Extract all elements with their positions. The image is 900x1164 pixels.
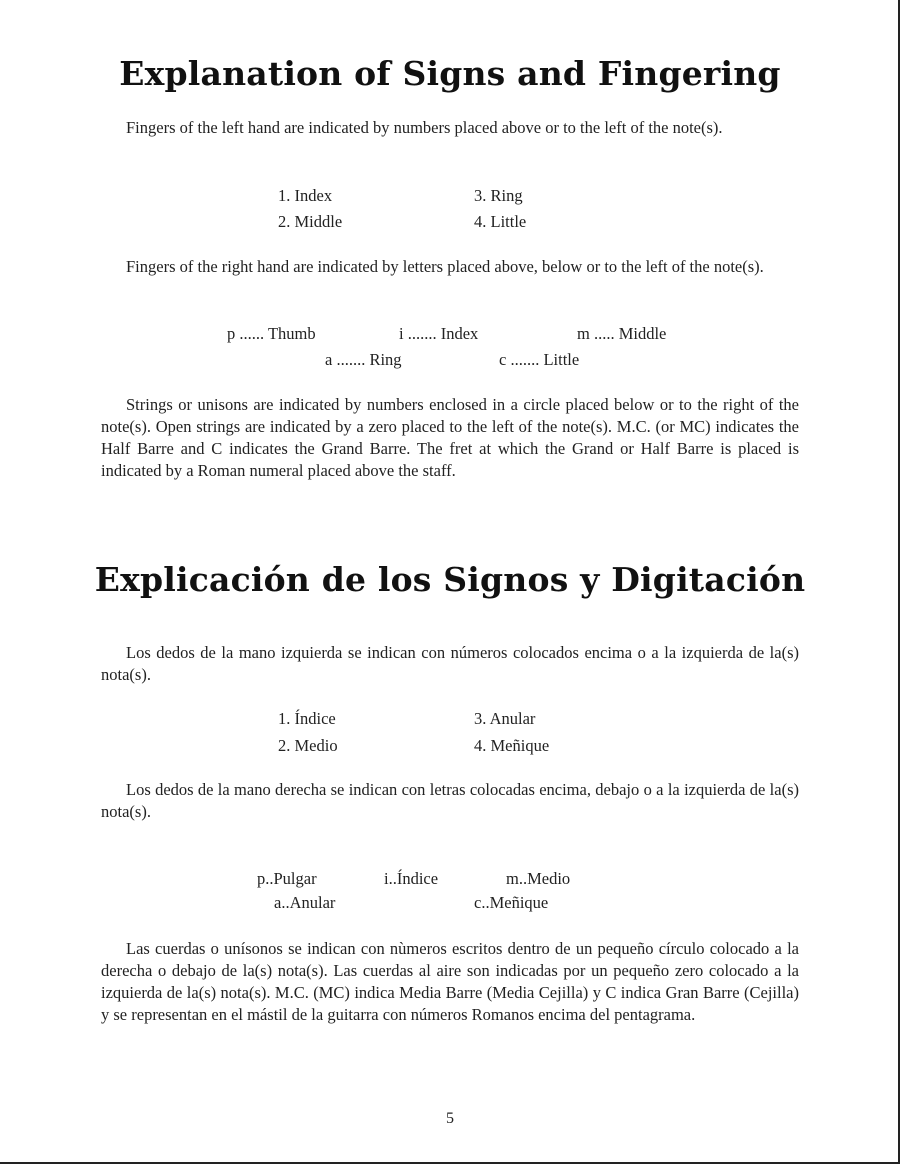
spanish-right-finger-m: m..Medio — [506, 869, 571, 888]
english-left-finger-1: 1. Index — [278, 186, 333, 205]
english-right-finger-p: p ...... Thumb — [227, 324, 316, 343]
english-left-finger-2: 2. Middle — [278, 212, 343, 231]
english-right-finger-a: a ....... Ring — [325, 350, 402, 369]
page-number: 5 — [446, 1110, 454, 1127]
spanish-right-hand-intro: Los dedos de la mano derecha se indican con letras colocadas encima, debajo o a la izquierda de la(s) nota(s). — [101, 780, 799, 821]
spanish-right-finger-i: i..Índice — [384, 869, 439, 888]
spanish-right-finger-a: a..Anular — [274, 893, 336, 912]
english-left-finger-4: 4. Little — [474, 212, 527, 231]
english-right-finger-m: m ..... Middle — [577, 324, 667, 343]
spanish-right-finger-p: p..Pulgar — [257, 869, 317, 888]
english-left-hand-intro: Fingers of the left hand are indicated by numbers placed above or to the left of the note(s). — [126, 118, 723, 137]
english-right-finger-c: c ....... Little — [499, 350, 580, 369]
spanish-left-finger-3: 3. Anular — [474, 709, 536, 728]
spanish-title: Explicación de los Signos y Digitación — [94, 560, 806, 599]
spanish-left-finger-2: 2. Medio — [278, 736, 338, 755]
spanish-right-finger-c: c..Meñique — [474, 893, 549, 912]
english-right-hand-intro: Fingers of the right hand are indicated by letters placed above, below or to the left of the note(s). — [126, 257, 764, 276]
english-left-finger-3: 3. Ring — [474, 186, 523, 205]
english-right-finger-i: i ....... Index — [399, 324, 479, 343]
spanish-left-hand-intro: Los dedos de la mano izquierda se indican con números colocados encima o a la izquierda de la(s) nota(s). — [101, 643, 799, 684]
spanish-strings-paragraph: Las cuerdas o unísonos se indican con nùmeros escritos dentro de un pequeño círculo colocado a la derecha o debajo de la(s) nota(s). Las cuerdas al aire son indicadas por un pequeño zero colocado a la izquierda de la(s) nota(s). M.C. (MC) indica Media Barre (Media Cejilla) y C indica Gran Barre (Cejilla) y se representan en el mástil de la guitarra con números Romanos encima del pentagrama. — [101, 939, 799, 1024]
english-strings-paragraph: Strings or unisons are indicated by numbers enclosed in a circle placed below or to the right of the note(s). Open strings are indicated by a zero placed to the left of the note(s). M.C. (or MC) indicates the Half Barre and C indicates the Grand Barre. The fret at which the Grand or Half Barre is placed is indicated by a Roman numeral placed above the staff. — [101, 395, 799, 480]
spanish-left-finger-1: 1. Índice — [278, 709, 336, 728]
spanish-left-finger-4: 4. Meñique — [474, 736, 550, 755]
english-title: Explanation of Signs and Fingering — [119, 54, 781, 93]
